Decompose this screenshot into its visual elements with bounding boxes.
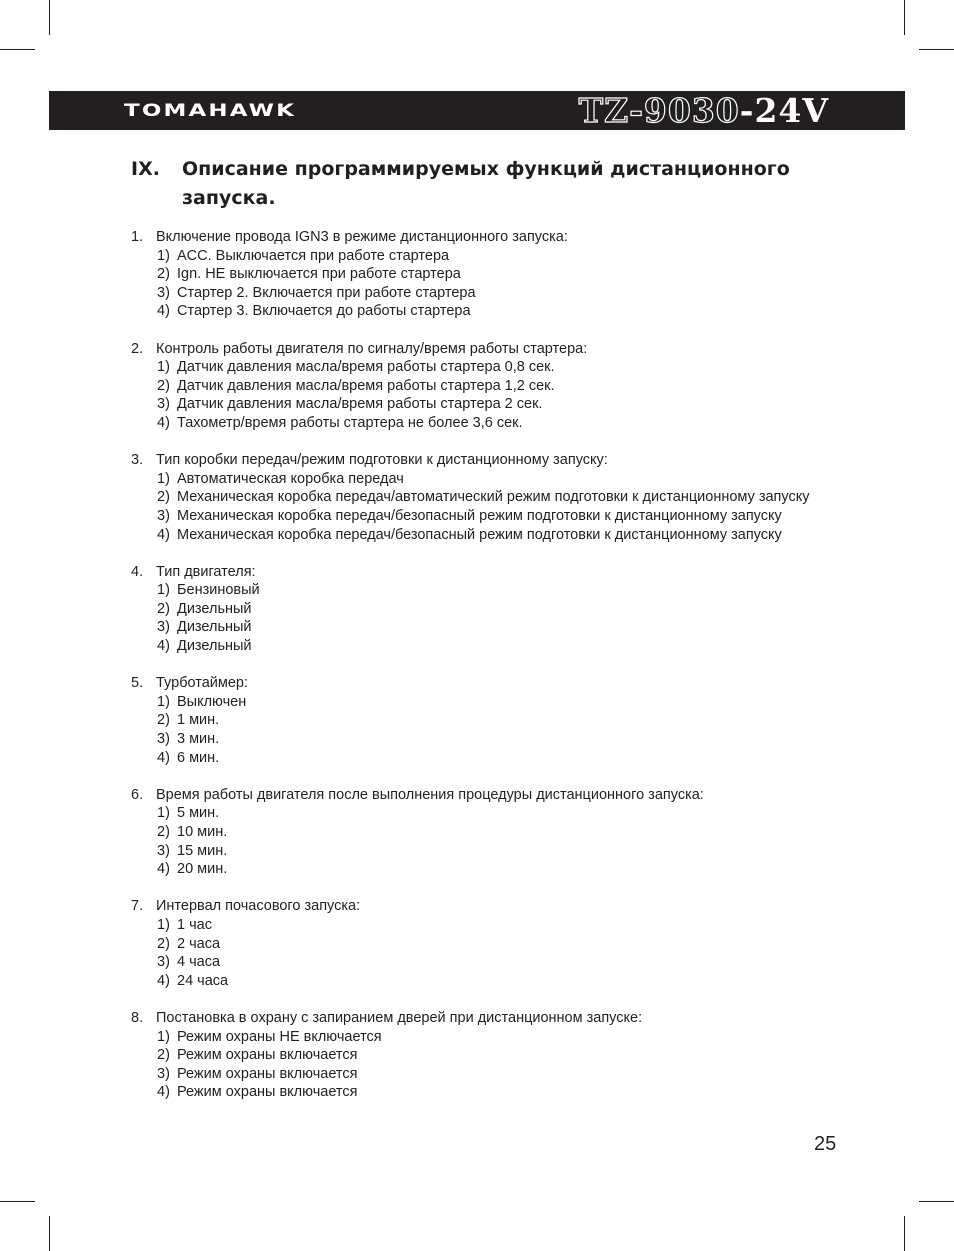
page-number: 25	[814, 1133, 837, 1155]
option-item	[131, 637, 851, 656]
crop-mark	[919, 1201, 954, 1202]
option-text: Механическая коробка передач/автоматический режим подготовки к дистанционному запуску	[177, 489, 810, 506]
option-number: 3)	[157, 619, 170, 636]
option-number: 4)	[157, 526, 170, 543]
option-text: 4 часа	[177, 954, 221, 971]
function-number: 2.	[131, 340, 144, 357]
function-text: Время работы двигателя после выполнения процедуры дистанционного запуска:	[156, 786, 704, 803]
option-item	[131, 470, 851, 489]
function-text: Контроль работы двигателя по сигналу/время работы стартера:	[156, 340, 588, 357]
function-heading	[131, 1009, 851, 1028]
option-item	[131, 916, 851, 935]
function-heading	[131, 674, 851, 693]
option-text: 6 мин.	[177, 749, 220, 766]
function-item	[131, 563, 851, 656]
section-number: IX.	[131, 158, 160, 180]
option-text: Датчик давления масла/время работы стартера 1,2 сек.	[177, 377, 555, 394]
option-number: 2)	[157, 600, 170, 617]
option-text: 1 час	[177, 916, 212, 933]
option-number: 1)	[157, 1028, 170, 1045]
function-number: 3.	[131, 452, 144, 469]
option-text: Режим охраны включается	[177, 1084, 358, 1101]
function-heading	[131, 563, 851, 582]
crop-mark	[0, 1201, 35, 1202]
crop-mark	[904, 0, 905, 35]
option-number: 1)	[157, 693, 170, 710]
option-number: 2)	[157, 712, 170, 729]
option-text: 15 мин.	[177, 842, 228, 859]
function-number: 5.	[131, 675, 144, 692]
option-item	[131, 488, 851, 507]
section-title-line1: Описание программируемых функций дистанционного	[182, 158, 790, 180]
option-item	[131, 749, 851, 768]
option-item	[131, 581, 851, 600]
option-number: 4)	[157, 1084, 170, 1101]
crop-mark	[49, 1216, 50, 1251]
option-text: 2 часа	[177, 935, 221, 952]
option-text: 3 мин.	[177, 731, 220, 748]
function-number: 8.	[131, 1009, 144, 1026]
function-text: Интервал почасового запуска:	[156, 898, 361, 915]
option-text: 20 мин.	[177, 861, 228, 878]
option-text: Автоматическая коробка передач	[177, 470, 404, 487]
option-number: 3)	[157, 731, 170, 748]
option-text: Бензиновый	[177, 582, 260, 599]
option-item	[131, 935, 851, 954]
function-item	[131, 897, 851, 990]
option-number: 4)	[157, 972, 170, 989]
option-text: ACC. Выключается при работе стартера	[177, 247, 450, 264]
model-number: TZ-9030	[578, 91, 740, 130]
option-number: 1)	[157, 247, 170, 264]
option-number: 2)	[157, 935, 170, 952]
option-item	[131, 507, 851, 526]
option-text: 24 часа	[177, 972, 229, 989]
section-title	[131, 155, 831, 213]
crop-mark	[49, 0, 50, 35]
model-suffix: -24V	[739, 91, 829, 130]
option-text: Режим охраны включается	[177, 1047, 358, 1064]
option-item	[131, 414, 851, 433]
option-item	[131, 804, 851, 823]
option-text: Датчик давления масла/время работы стартера 2 сек.	[177, 396, 543, 413]
function-list	[131, 228, 851, 1121]
option-text: Режим охраны НЕ включается	[177, 1028, 382, 1045]
function-heading	[131, 786, 851, 805]
function-text: Турботаймер:	[156, 675, 249, 692]
option-number: 4)	[157, 303, 170, 320]
option-number: 1)	[157, 805, 170, 822]
option-text: Ign. НЕ выключается при работе стартера	[177, 266, 461, 283]
function-item	[131, 451, 851, 544]
crop-mark	[919, 49, 954, 50]
option-text: Дизельный	[177, 638, 252, 655]
option-text: 10 мин.	[177, 824, 228, 840]
option-text: Тахометр/время работы стартера не более 3,6 сек.	[177, 414, 523, 431]
function-number: 6.	[131, 786, 144, 803]
option-number: 1)	[157, 359, 170, 376]
option-item	[131, 1046, 851, 1065]
function-heading	[131, 897, 851, 916]
model-name	[579, 91, 829, 130]
function-item	[131, 340, 851, 433]
option-number: 3)	[157, 842, 170, 859]
option-item	[131, 1083, 851, 1102]
option-number: 4)	[157, 638, 170, 655]
option-number: 3)	[157, 284, 170, 301]
option-item	[131, 823, 851, 842]
option-item	[131, 972, 851, 991]
option-number: 2)	[157, 489, 170, 506]
option-text: Дизельный	[177, 600, 252, 617]
function-heading	[131, 451, 851, 470]
option-item	[131, 730, 851, 749]
function-item	[131, 786, 851, 879]
section-title-line2: запуска.	[182, 187, 276, 209]
option-item	[131, 711, 851, 730]
function-item	[131, 1009, 851, 1102]
option-number: 4)	[157, 749, 170, 766]
function-heading	[131, 340, 851, 359]
function-text: Постановка в охрану с запиранием дверей при дистанционном запуске:	[156, 1009, 643, 1026]
option-number: 3)	[157, 507, 170, 524]
option-number: 2)	[157, 1047, 170, 1064]
option-number: 4)	[157, 414, 170, 431]
option-item	[131, 842, 851, 861]
option-number: 3)	[157, 396, 170, 413]
function-number: 1.	[131, 229, 144, 245]
function-item	[131, 228, 851, 321]
option-item	[131, 284, 851, 303]
option-number: 2)	[157, 377, 170, 394]
function-text: Тип коробки передач/режим подготовки к дистанционному запуску:	[156, 452, 608, 469]
option-text: Выключен	[177, 693, 247, 710]
option-item	[131, 953, 851, 972]
option-text: Механическая коробка передач/безопасный режим подготовки к дистанционному запуску	[177, 507, 782, 524]
option-item	[131, 247, 851, 266]
option-text: 1 мин.	[177, 712, 220, 729]
option-text: Режим охраны включается	[177, 1065, 358, 1082]
brand-logo: TOMAHAWK	[124, 100, 297, 121]
function-item	[131, 674, 851, 767]
option-number: 1)	[157, 582, 170, 599]
option-item	[131, 395, 851, 414]
option-number: 3)	[157, 954, 170, 971]
option-item	[131, 600, 851, 619]
option-number: 1)	[157, 916, 170, 933]
option-text: Датчик давления масла/время работы стартера 0,8 сек.	[177, 359, 555, 376]
option-item	[131, 358, 851, 377]
function-text: Включение провода IGN3 в режиме дистанционного запуска:	[156, 229, 568, 245]
option-text: Механическая коробка передач/безопасный режим подготовки к дистанционному запуску	[177, 526, 782, 543]
crop-mark	[904, 1216, 905, 1251]
option-item	[131, 265, 851, 284]
function-number: 4.	[131, 563, 144, 580]
option-item	[131, 526, 851, 545]
option-item	[131, 377, 851, 396]
header-bar	[49, 91, 905, 130]
option-item	[131, 1028, 851, 1047]
option-item	[131, 693, 851, 712]
function-number: 7.	[131, 898, 144, 915]
option-number: 3)	[157, 1065, 170, 1082]
option-item	[131, 302, 851, 321]
option-number: 2)	[157, 824, 170, 840]
crop-mark	[0, 49, 35, 50]
option-number: 4)	[157, 861, 170, 878]
option-item	[131, 860, 851, 879]
option-text: Стартер 2. Включается при работе стартера	[177, 284, 476, 301]
option-number: 1)	[157, 470, 170, 487]
option-number: 2)	[157, 266, 170, 283]
option-text: Стартер 3. Включается до работы стартера	[177, 303, 471, 320]
option-item	[131, 618, 851, 637]
option-item	[131, 1065, 851, 1084]
function-text: Тип двигателя:	[156, 563, 256, 580]
option-text: Дизельный	[177, 619, 252, 636]
function-heading	[131, 228, 851, 247]
option-text: 5 мин.	[177, 805, 220, 822]
